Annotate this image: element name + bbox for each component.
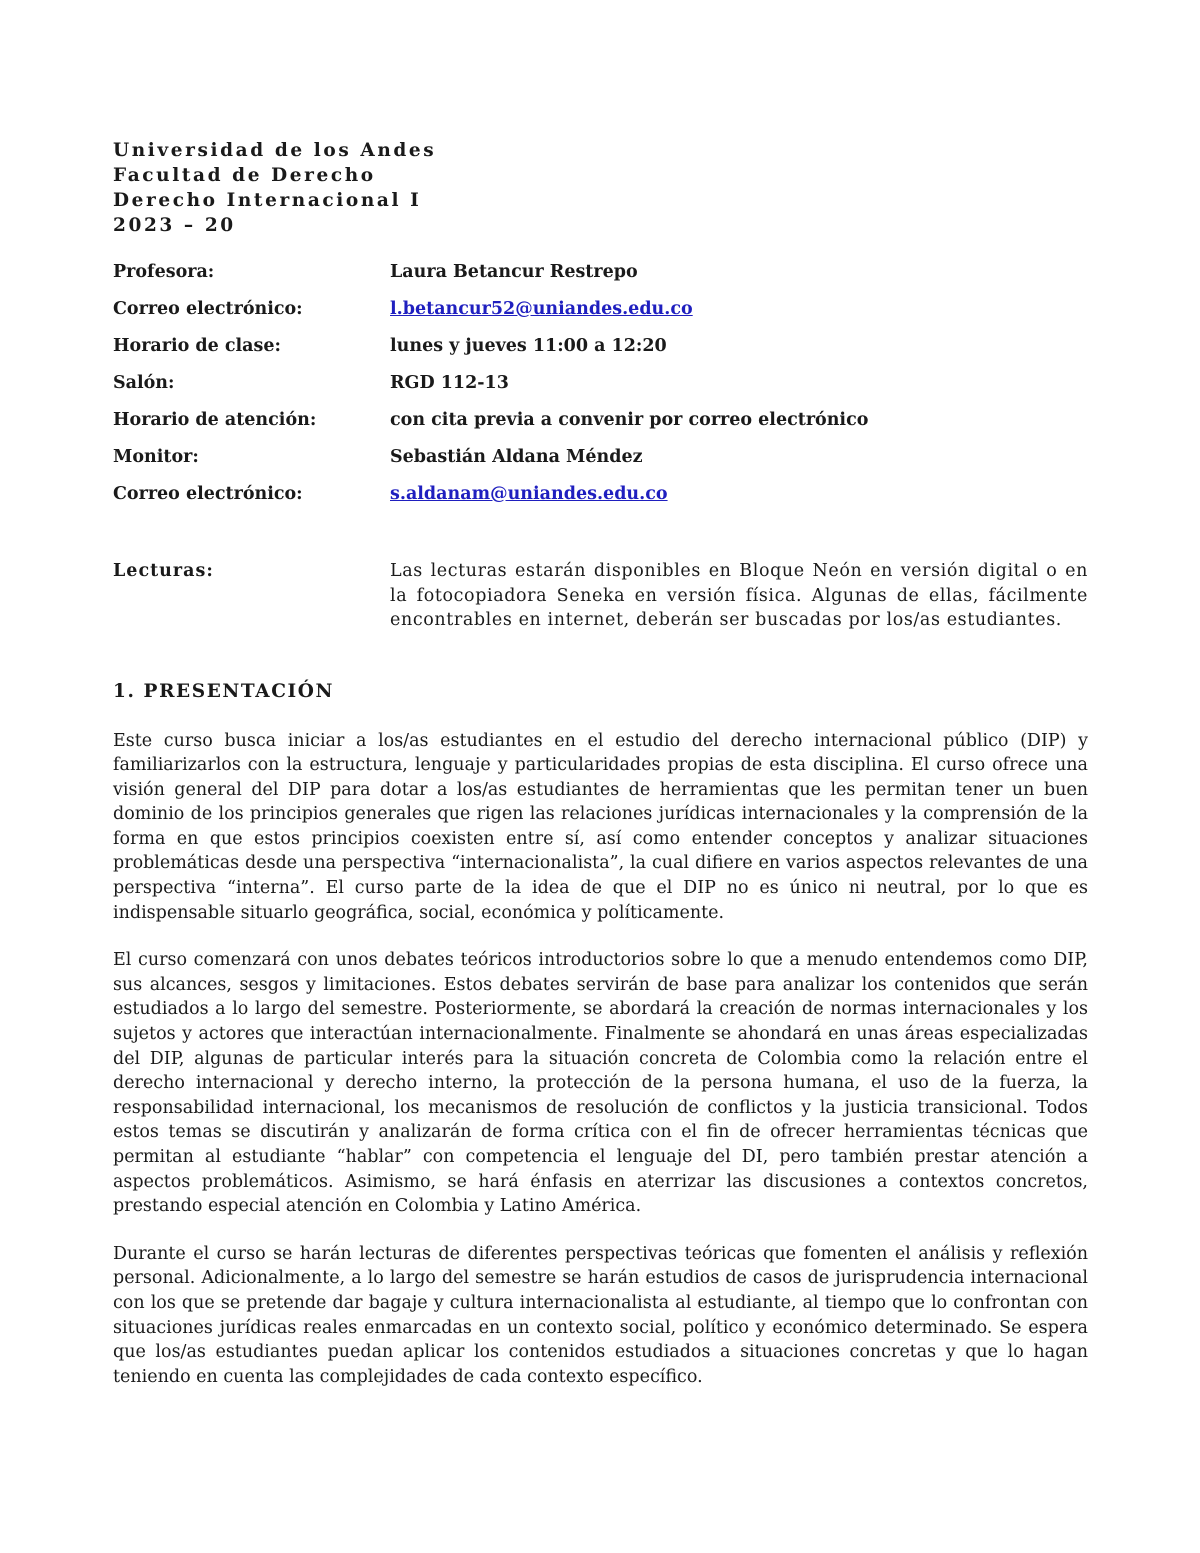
monitor-email-value <box>390 484 668 504</box>
schedule-label: Horario de clase: <box>113 336 281 356</box>
room-label: Salón: <box>113 373 175 393</box>
monitor-email-link[interactable]: s.aldanam@uniandes.edu.co <box>390 484 668 504</box>
course-info-table <box>113 262 1088 521</box>
readings-text: Las lecturas estarán disponibles en Bloque Neón en versión digital o en la fotocopiadora Seneka en versión física. Algunas de ellas, fácilmente encontrables en internet, deberán ser buscadas por los/as estudiantes. <box>390 561 1088 630</box>
paragraph: Este curso busca iniciar a los/as estudiantes en el estudio del derecho internacional público (DIP) y familiarizarlos con la estructura, lenguaje y particularidades propias de esta disciplina. El curso ofrece una visión general del DIP para dotar a los/as estudiantes de herramientas que les permitan tener un buen dominio de los principios generales que rigen las relaciones jurídicas internacionales y la comprensión de la forma en que estos principios coexisten entre sí, así como entender conceptos y analizar situaciones problemáticas desde una perspectiva “internacionalista”, la cual difiere en varios aspectos relevantes de una perspectiva “interna”. El curso parte de la idea de que el DIP no es único ni neutral, por lo que es indispensable situarlo geográfica, social, económica y políticamente. <box>113 730 1088 923</box>
document-page <box>113 138 1088 1407</box>
schedule-value: lunes y jueves 11:00 a 12:20 <box>390 336 667 356</box>
info-row-monitor-email <box>113 484 1088 521</box>
info-row-professor <box>113 262 1088 299</box>
professor-email-link[interactable]: l.betancur52@uniandes.edu.co <box>390 299 693 319</box>
professor-label: Profesora: <box>113 262 215 282</box>
info-row-schedule <box>113 336 1088 373</box>
email-label: Correo electrónico: <box>113 299 303 319</box>
paragraph: Durante el curso se harán lecturas de diferentes perspectivas teóricas que fomenten el análisis y reflexión personal. Adicionalmente, a lo largo del semestre se harán estudios de casos de jurisprudencia internacional con los que se pretende dar bagaje y cultura internacionalista al estudiante, al tiempo que lo confrontan con situaciones jurídicas reales enmarcadas en un contexto social, político y económico determinado. Se espera que los/as estudiantes puedan aplicar los contenidos estudiados a situaciones concretas y que lo hagan teniendo en cuenta las complejidades de cada contexto específico. <box>113 1243 1088 1387</box>
paragraph: El curso comenzará con unos debates teóricos introductorios sobre lo que a menudo entendemos como DIP, sus alcances, sesgos y limitaciones. Estos debates servirán de base para analizar los contenidos que serán estudiados a lo largo del semestre. Posteriormente, se abordará la creación de normas internacionales y los sujetos y actores que interactúan internacionalmente. Finalmente se ahondará en unas áreas especializadas del DIP, algunas de particular interés para la situación concreta de Colombia como la relación entre el derecho internacional y derecho interno, la protección de la persona humana, el uso de la fuerza, la responsabilidad internacional, los mecanismos de resolución de conflictos y la justicia transicional. Todos estos temas se discutirán y analizarán de forma crítica con el fin de ofrecer herramientas técnicas que permitan al estudiante “hablar” con competencia el lenguaje del DI, pero también prestar atención a aspectos problemáticos. Asimismo, se hará énfasis en aterrizar las discusiones a contextos concretos, prestando especial atención en Colombia y Latino América. <box>113 950 1088 1217</box>
monitor-label: Monitor: <box>113 447 199 467</box>
term-label: 2023 – 20 <box>113 215 236 236</box>
monitor-value: Sebastián Aldana Méndez <box>390 447 643 467</box>
document-header <box>113 138 1088 238</box>
monitor-email-label: Correo electrónico: <box>113 484 303 504</box>
course-name: Derecho Internacional I <box>113 190 422 211</box>
office-hours-value: con cita previa a convenir por correo electrónico <box>390 410 869 430</box>
university-name: Universidad de los Andes <box>113 140 437 161</box>
room-value: RGD 112-13 <box>390 373 509 393</box>
email-value <box>390 299 693 319</box>
info-row-room <box>113 373 1088 410</box>
info-row-monitor <box>113 447 1088 484</box>
readings-label: Lecturas: <box>113 561 214 581</box>
readings-section <box>113 559 1088 633</box>
info-row-email <box>113 299 1088 336</box>
faculty-name: Facultad de Derecho <box>113 165 376 186</box>
info-row-office-hours <box>113 410 1088 447</box>
section-heading-presentacion: 1. PRESENTACIÓN <box>113 680 335 702</box>
office-hours-label: Horario de atención: <box>113 410 317 430</box>
professor-value: Laura Betancur Restrepo <box>390 262 638 282</box>
